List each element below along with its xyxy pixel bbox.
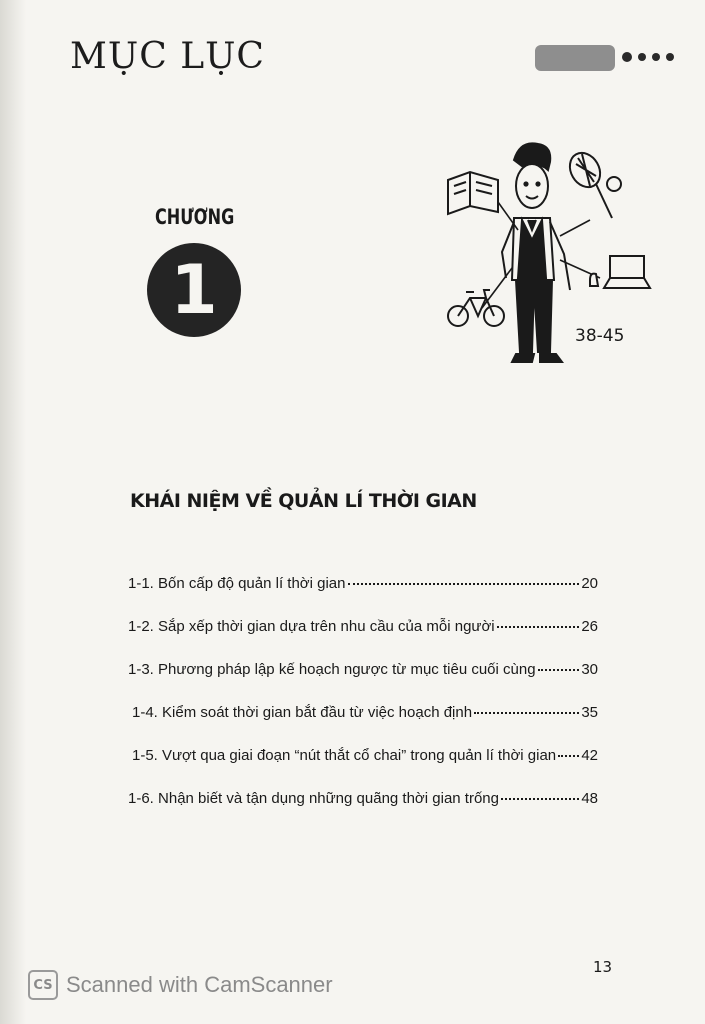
toc-entry-label: 1-2. Sắp xếp thời gian dựa trên nhu cầu của mỗi người xyxy=(128,618,495,635)
chapter-page-range: 38-45 xyxy=(575,326,625,346)
toc-entry[interactable] xyxy=(128,575,598,592)
toc-entry-page: 42 xyxy=(581,747,598,764)
toc-entry-page: 30 xyxy=(581,661,598,678)
toc-entry-label: 1-1. Bốn cấp độ quản lí thời gian xyxy=(128,575,346,592)
laptop-icon xyxy=(590,256,650,288)
chapter-number-badge: 1 xyxy=(147,243,241,337)
camscanner-logo-icon: CS xyxy=(28,970,58,1000)
bicycle-icon xyxy=(448,290,504,326)
section-heading: KHÁI NIỆM VỀ QUẢN LÍ THỜI GIAN xyxy=(130,490,477,512)
toc-leader-dots xyxy=(558,755,579,757)
page-number: 13 xyxy=(593,958,613,976)
toc-leader-dots xyxy=(501,798,579,800)
book-icon xyxy=(448,172,498,214)
page-title: MỤC LỤC xyxy=(70,36,265,77)
tennis-racket-icon xyxy=(564,147,621,218)
toc-entry-page: 20 xyxy=(581,575,598,592)
toc-entry[interactable] xyxy=(132,704,598,721)
toc-entry-label: 1-3. Phương pháp lập kế hoạch ngược từ mục tiêu cuối cùng xyxy=(128,661,536,678)
page-edge-shadow xyxy=(0,0,26,1024)
toc-entry[interactable] xyxy=(128,618,598,635)
scanner-watermark xyxy=(28,970,333,1000)
toc-entry[interactable] xyxy=(128,661,598,678)
toc-entry[interactable] xyxy=(128,790,598,807)
toc-entry-page: 35 xyxy=(581,704,598,721)
toc-leader-dots xyxy=(497,626,580,628)
toc-entry-page: 48 xyxy=(581,790,598,807)
header-decoration-bar xyxy=(535,45,615,71)
toc-entry-label: 1-4. Kiểm soát thời gian bắt đầu từ việc hoạch định xyxy=(132,704,473,721)
scanner-watermark-text: Scanned with CamScanner xyxy=(66,972,333,997)
chapter-label: CHƯƠNG xyxy=(155,205,235,229)
toc-leader-dots xyxy=(348,583,580,585)
toc-entry-page: 26 xyxy=(581,618,598,635)
toc-leader-dots xyxy=(474,712,579,714)
toc-leader-dots xyxy=(538,669,580,671)
toc-entry-label: 1-6. Nhận biết và tận dụng những quãng thời gian trống xyxy=(128,790,499,807)
toc-entry[interactable] xyxy=(132,747,598,764)
toc-entry-label: 1-5. Vượt qua giai đoạn “nút thắt cổ chai” trong quản lí thời gian xyxy=(132,747,557,764)
bleed-through-text xyxy=(460,380,660,396)
header-decoration-dots xyxy=(622,53,674,62)
